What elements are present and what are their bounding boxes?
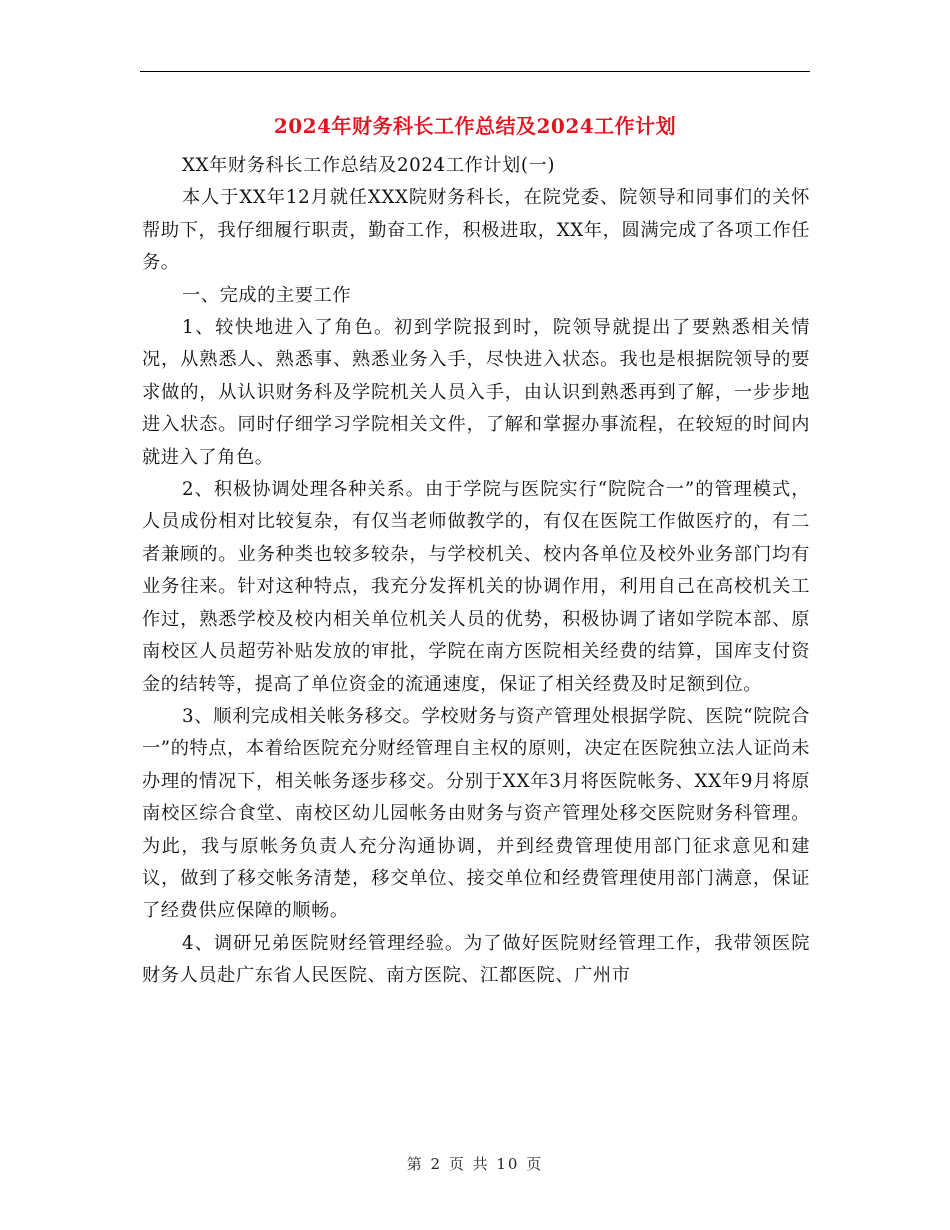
- paragraph-item-2: 2、积极协调处理各种关系。由于学院与医院实行“院院合一”的管理模式，人员成份相对比较复杂，有仅当老师做教学的，有仅在医院工作做医疗的，有二者兼顾的。业务种类也较多较杂，与学校机关、校内各单位及校外业务部门均有业务往来。针对这种特点，我充分发挥机关的协调作用，利用自己在高校机关工作过，熟悉学校及校内相关单位机关人员的优势，积极协调了诸如学院本部、原南校区人员超劳补贴发放的审批，学院在南方医院相关经费的结算，国库支付资金的结转等，提高了单位资金的流通速度，保证了相关经费及时足额到位。: [142, 479, 810, 695]
- paragraph-item-4: 4、调研兄弟医院财经管理经验。为了做好医院财经管理工作，我带领医院财务人员赴广东省人民医院、南方医院、江都医院、广州市: [142, 932, 810, 987]
- paragraph-item-3: 3、顺利完成相关帐务移交。学校财务与资产管理处根据学院、医院“院院合一”的特点，本着给医院充分财经管理自主权的原则，决定在医院独立法人证尚未办理的情况下，相关帐务逐步移交。分别于XX年3月将医院帐务、XX年9月将原南校区综合食堂、南校区幼儿园帐务由财务与资产管理处移交医院财务科管理。为此，我与原帐务负责人充分沟通协调，并到经费管理使用部门征求意见和建议，做到了移交帐务清楚，移交单位、接交单位和经费管理使用部门满意，保证了经费供应保障的顺畅。: [142, 705, 810, 922]
- paragraph-item-1: 1、较快地进入了角色。初到学院报到时，院领导就提出了要熟悉相关情况，从熟悉人、熟悉事、熟悉业务入手，尽快进入状态。我也是根据院领导的要求做的，从认识财务科及学院机关人员入手，由认识到熟悉再到了解，一步步地进入状态。同时仔细学习学院相关文件，了解和掌握办事流程，在较短的时间内就进入了角色。: [142, 317, 810, 468]
- page-footer: 第 2 页 共 10 页: [406, 1155, 544, 1173]
- header-rule: [140, 71, 810, 72]
- intro-paragraph: 本人于XX年12月就任XXX院财务科长，在院党委、院领导和同事们的关怀帮助下，我仔细履行职责，勤奋工作，积极进取，XX年，圆满完成了各项工作任务。: [142, 187, 810, 274]
- document-title: 2024年财务科长工作总结及2024工作计划: [273, 114, 677, 138]
- subtitle-paragraph: XX年财务科长工作总结及2024工作计划(一): [182, 155, 556, 176]
- section-heading: 一、完成的主要工作: [182, 284, 352, 306]
- document-body: [142, 150, 810, 993]
